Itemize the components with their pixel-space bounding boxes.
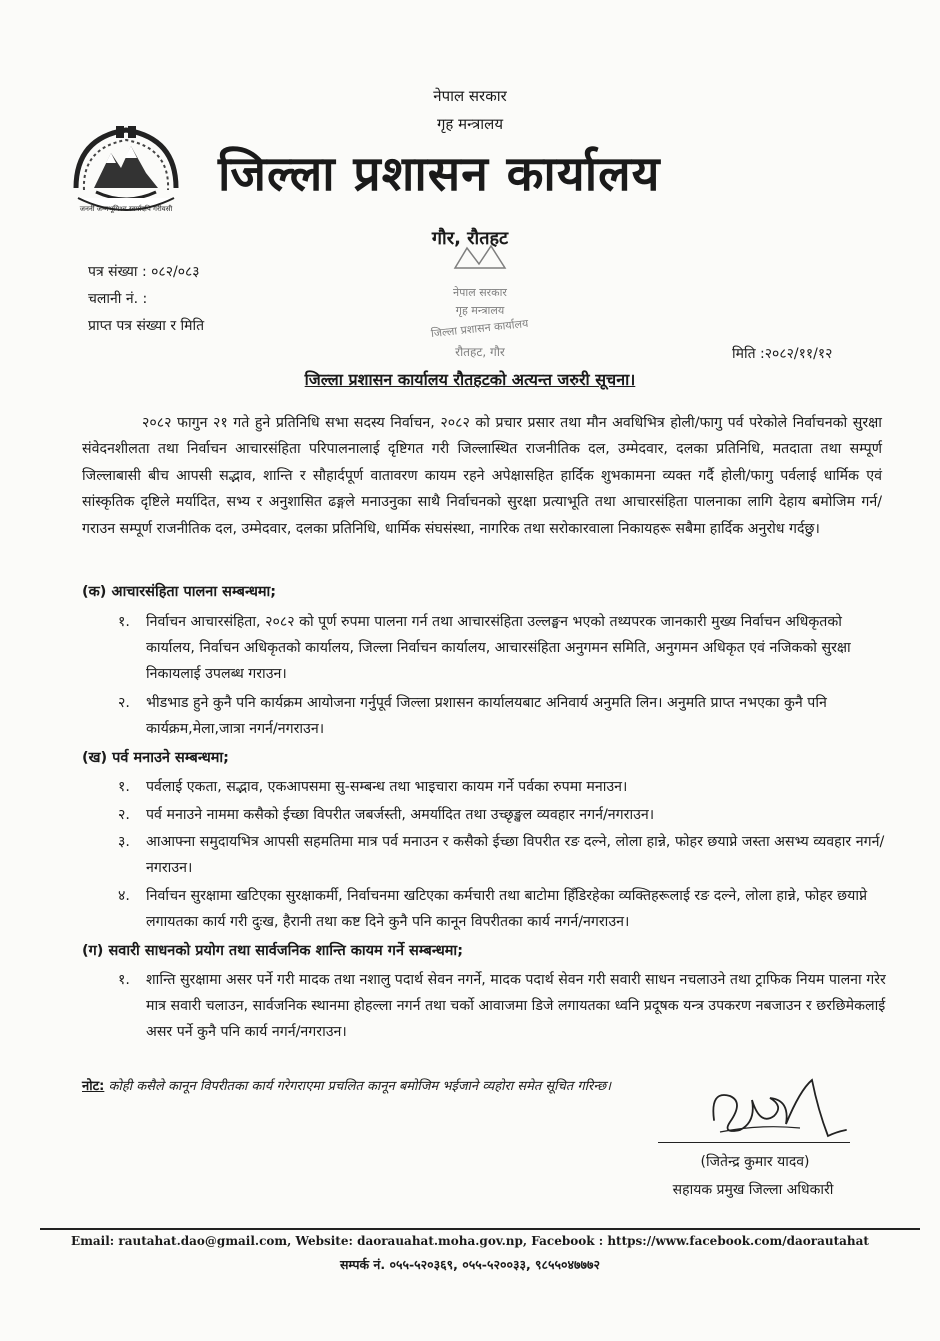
list-item [118,609,888,687]
signatory-title: सहायक प्रमुख जिल्ला अधिकारी [672,1182,834,1198]
footer-contact: Email: rautahat.dao@gmail.com, Website: daorauahat.moha.gov.np, Facebook : https://www.facebook.com/daorautahat [71,1234,869,1248]
office-location: गौर, रौतहट [431,228,509,249]
signature [700,1060,860,1150]
footer-divider [40,1228,920,1230]
item-text: भीडभाड हुने कुनै पनि कार्यक्रम आयोजना गर्नुपूर्व जिल्ला प्रशासन कार्यालयबाट अनिवार्य अनुमति लिन। अनुमति प्राप्त नभएका कुनै पनि कार्यक्रम,मेला,जात्रा नगर्न/नगराउन। [146,695,827,737]
item-number: ४. [118,888,130,904]
item-number: २. [118,695,130,711]
list-item [118,967,888,1045]
signatory-name: (जितेन्द्र कुमार यादव) [700,1154,810,1170]
government-name: नेपाल सरकार [433,87,507,105]
item-text: आआफ्ना समुदायभित्र आपसी सहमतिमा मात्र पर्व मनाउन र कसैको ईच्छा विपरीत रङ दल्ने, लोला हान्ने, फोहर छयाप्ने जस्ता असभ्य व्यवहार नगर्न/नगराउन। [146,834,885,876]
item-number: १. [118,972,130,988]
signature-line [658,1142,850,1143]
section-heading-ka: (क) आचारसंहिता पालना सम्बन्धमा; [82,584,277,600]
list-item [118,883,888,935]
item-text: पर्वलाई एकता, सद्भाव, एकआपसमा सु-सम्बन्ध तथा भाइचारा कायम गर्ने पर्वका रुपमा मनाउन। [146,779,628,795]
item-text: पर्व मनाउने नाममा कसैको ईच्छा विपरीत जबर्जस्ती, अमर्यादित तथा उच्छृङ्खल व्यवहार नगर्न/नगराउन। [146,807,655,823]
office-stamp [405,238,555,368]
section-heading-ga: (ग) सवारी साधनको प्रयोग तथा सार्वजनिक शान्ति कायम गर्ने सम्बन्धमा; [82,943,463,959]
item-text: निर्वाचन सुरक्षामा खटिएका सुरक्षाकर्मी, निर्वाचनमा खटिएका कर्मचारी तथा बाटोमा हिँडिरहेका व्यक्तिहरूलाई रङ दल्ने, लोला हान्ने, फोहर छयाप्ने लगायतका कार्य गरी दुःख, हैरानी तथा कष्ट दिने कुनै पनि कानून विपरीतका कार्य नगर्न/नगराउन। [146,888,868,930]
list-item [118,802,888,828]
stamp-line: नेपाल सरकार [453,286,507,299]
list-item [118,774,888,800]
stamp-line: रौतहट, गौर [455,345,505,359]
footer-phone: सम्पर्क नं. ०५५-५२०३६९, ०५५-५२००३३, ९८५५०४७७७२ [339,1257,601,1272]
item-number: ३. [118,834,130,850]
stamp-line: जिल्ला प्रशासन कार्यालय [430,316,529,341]
item-number: १. [118,614,130,630]
item-number: २. [118,807,130,823]
letter-date: मिति :२०८२/११/१२ [732,346,833,362]
emblem-motto: जननी जन्मभूमिश्च स्वर्गादपि गरीयसी [79,205,173,213]
list-item [118,829,888,881]
ministry-name: गृह मन्त्रालय [436,115,504,133]
office-title: जिल्ला प्रशासन कार्यालय [218,146,661,202]
section-heading-kha: (ख) पर्व मनाउने सम्बन्धमा; [82,750,229,766]
stamp-line: गृह मन्त्रालय [455,304,505,317]
note-text: कोही कसैले कानून विपरीतका कार्य गरेगराएमा प्रचलित कानून बमोजिम भईजाने व्यहोरा समेत सूचित गरिन्छ। [108,1079,612,1094]
list-item [118,690,888,742]
intro-paragraph: २०८२ फागुन २१ गते हुने प्रतिनिधि सभा सदस्य निर्वाचन, २०८२ को प्रचार प्रसार तथा मौन अवधिभित्र होली/फागु पर्व परेकोले निर्वाचनको सुरक्षा संवेदनशीलता तथा निर्वाचन आचारसंहिता परिपालनालाई दृष्टिगत गरी जिल्लास्थित राजनीतिक दल, उम्मेदवार, दलका प्रतिनिधि, मतदाता तथा सम्पूर्ण जिल्लाबासी बीच आपसी सद्भाव, शान्ति र सौहार्दपूर्ण वातावरण कायम रहने अपेक्षासहित हार्दिक शुभकामना व्यक्त गर्दै होली/फागु पर्वलाई धार्मिक एवं सांस्कृतिक दृष्टिले मर्यादित, सभ्य र अनुशासित ढङ्गले मनाउनुका साथै निर्वाचनको सुरक्षा प्रत्याभूति तथा आचारसंहिता पालनाका लागि देहाय बमोजिम गर्न/गराउन सम्पूर्ण राजनीतिक दल, उम्मेदवार, दलका प्रतिनिधि, धार्मिक संघसंस्था, नागरिक तथा सरोकारवाला निकायहरू सबैमा हार्दिक अनुरोध गर्दछु। [82,415,882,537]
received-letter-info: प्राप्त पत्र संख्या र मिति [88,318,205,334]
note-label: नोट: [82,1079,105,1094]
item-text: निर्वाचन आचारसंहिता, २०८२ को पूर्ण रुपमा पालना गर्न तथा आचारसंहिता उल्लङ्घन भएको तथ्यपरक जानकारी मुख्य निर्वाचन अधिकृतको कार्यालय, निर्वाचन अधिकृतको कार्यालय, जिल्ला निर्वाचन कार्यालय, आचारसंहिता अनुगमन समिति, अनुगमन अधिकृत एवं नजिकको सुरक्षा निकायलाई उपलब्ध गराउन। [146,614,851,682]
reference-number: पत्र संख्या : ०८२/०८३ [88,264,200,280]
dispatch-number: चलानी नं. : [88,291,148,307]
notice-subject: जिल्ला प्रशासन कार्यालय रौतहटको अत्यन्त जरुरी सूचना। [304,370,636,389]
item-text: शान्ति सुरक्षामा असर पर्ने गरी मादक तथा नशालु पदार्थ सेवन नगर्ने, मादक पदार्थ सेवन गरी सवारी साधन नचलाउने तथा ट्राफिक नियम पालना गरेर मात्र सवारी चलाउन, सार्वजनिक स्थानमा होहल्ला नगर्न तथा चर्को आवाजमा डिजे लगायतका ध्वनि प्रदूषक यन्त्र उपकरण नबजाउन र छरछिमेकलाई असर पर्ने कुनै पनि कार्य नगर्न/नगराउन। [146,972,886,1040]
item-number: १. [118,779,130,795]
